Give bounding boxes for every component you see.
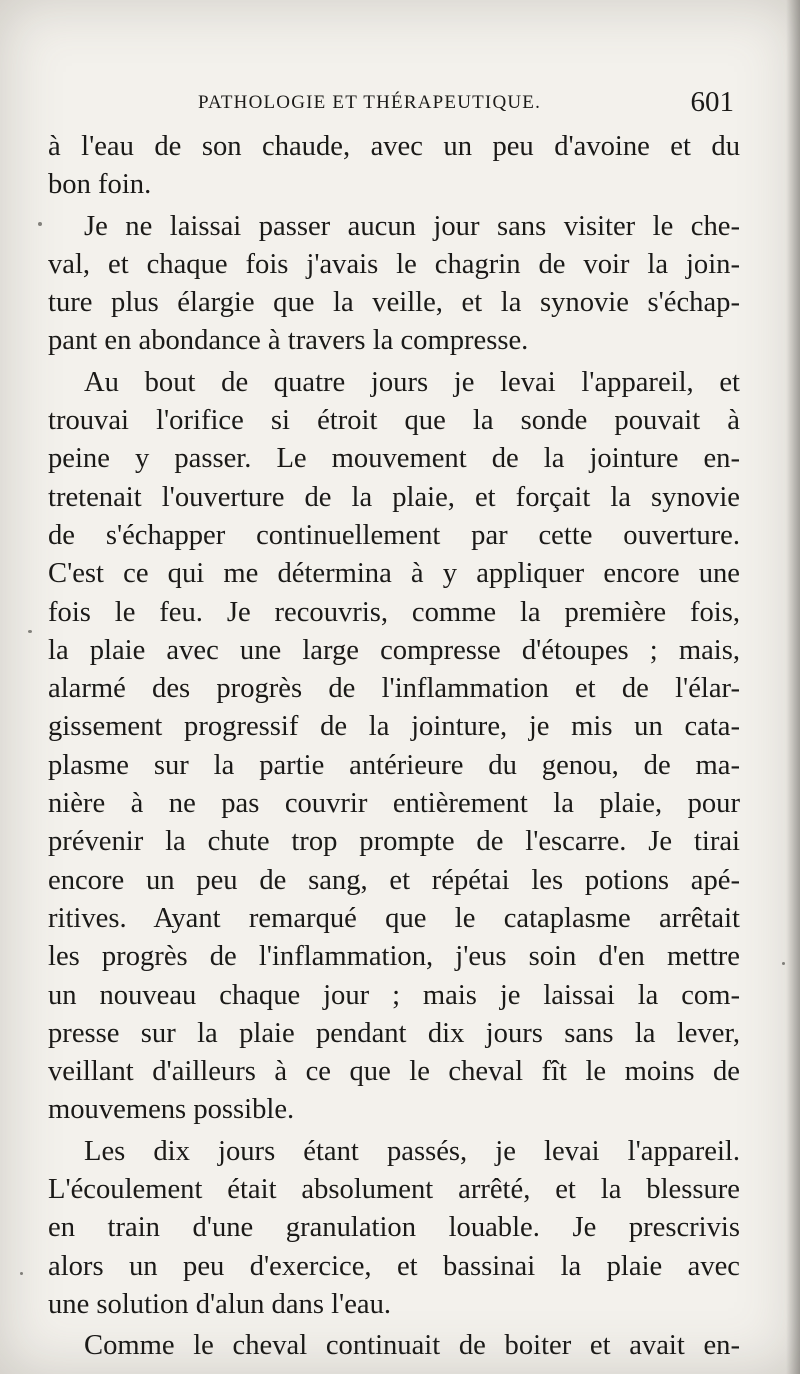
- text-line: plasme sur la partie antérieure du genou, de ma-: [48, 749, 740, 781]
- running-title: PATHOLOGIE ET THÉRAPEUTIQUE.: [198, 92, 542, 113]
- paper-speck: [20, 1272, 23, 1275]
- text-line: encore un peu de sang, et répétai les potions apé-: [48, 864, 740, 896]
- text-line: prévenir la chute trop prompte de l'escarre. Je tirai: [48, 826, 740, 858]
- text-line: tretenait l'ouverture de la plaie, et forçait la synovie: [48, 481, 740, 513]
- text-line: trouvai l'orifice si étroit que la sonde pouvait à: [48, 405, 740, 437]
- text-line: une solution d'alun dans l'eau.: [48, 1288, 392, 1320]
- text-line: nière à ne pas couvrir entièrement la plaie, pour: [48, 788, 740, 820]
- text-line: ritives. Ayant remarqué que le cataplasme arrêtait: [48, 902, 740, 934]
- text-line: presse sur la plaie pendant dix jours sans la lever,: [48, 1017, 740, 1049]
- text-line: bon foin.: [48, 169, 152, 201]
- text-line: la plaie avec une large compresse d'étoupes ; mais,: [48, 634, 740, 666]
- page-number: 601: [690, 86, 734, 118]
- text-line: C'est ce qui me détermina à y appliquer encore une: [48, 558, 740, 590]
- page-edge-shadow: [786, 0, 800, 1374]
- text-line: Les dix jours étant passés, je levai l'appareil.: [84, 1135, 740, 1167]
- text-line: ture plus élargie que la veille, et la synovie s'échap-: [48, 287, 740, 319]
- text-line: mouvemens possible.: [48, 1094, 295, 1126]
- text-line: alarmé des progrès de l'inflammation et de l'élar-: [48, 673, 740, 705]
- paper-speck: [782, 962, 785, 965]
- text-line: en train d'une granulation louable. Je prescrivis: [48, 1212, 740, 1244]
- text-line: de s'échapper continuellement par cette ouverture.: [48, 519, 740, 551]
- text-line: Je ne laissai passer aucun jour sans visiter le che-: [84, 210, 740, 242]
- text-line: peine y passer. Le mouvement de la jointure en-: [48, 443, 740, 475]
- body-text: [48, 128, 740, 1366]
- paper-speck: [38, 222, 42, 226]
- text-line: Au bout de quatre jours je levai l'appareil, et: [84, 366, 740, 398]
- running-head: [48, 88, 740, 124]
- text-line: pant en abondance à travers la compresse.: [48, 325, 529, 357]
- text-line: alors un peu d'exercice, et bassinai la plaie avec: [48, 1250, 740, 1282]
- text-line: gissement progressif de la jointure, je mis un cata-: [48, 711, 740, 743]
- text-line: L'écoulement était absolument arrêté, et la blessure: [48, 1174, 740, 1206]
- text-line: val, et chaque fois j'avais le chagrin de voir la join-: [48, 248, 740, 280]
- paper-speck: [28, 630, 32, 633]
- text-line: un nouveau chaque jour ; mais je laissai la com-: [48, 979, 740, 1011]
- text-line: veillant d'ailleurs à ce que le cheval fît le moins de: [48, 1056, 740, 1088]
- text-line: à l'eau de son chaude, avec un peu d'avoine et du: [48, 131, 740, 162]
- text-line: les progrès de l'inflammation, j'eus soin d'en mettre: [48, 941, 740, 973]
- text-line: Comme le cheval continuait de boiter et avait en-: [84, 1330, 740, 1362]
- text-line: fois le feu. Je recouvris, comme la première fois,: [48, 596, 740, 628]
